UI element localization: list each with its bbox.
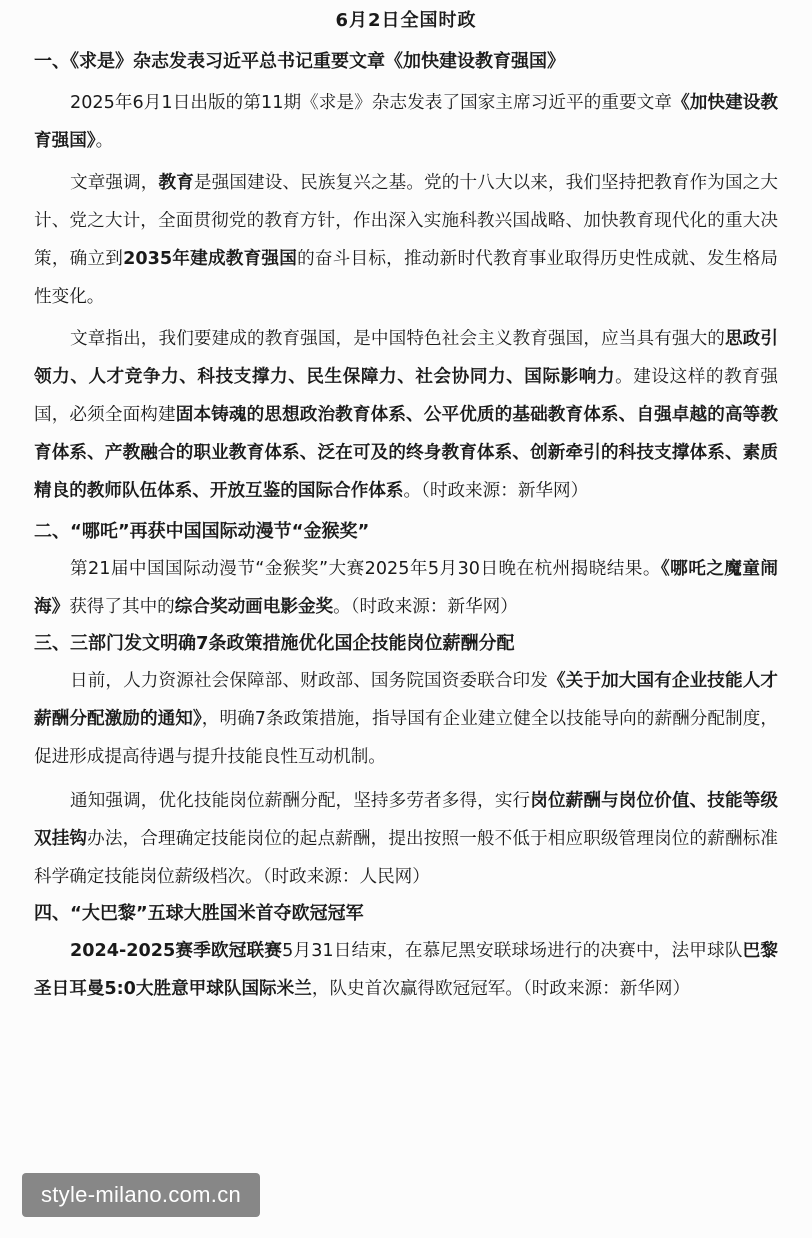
paragraph [34,84,778,160]
section-heading: 四、“大巴黎”五球大胜国米首夺欧冠冠军 [34,903,364,924]
emphasis-text: 教育 [158,173,194,193]
document-title: 6月2日全国时政 [335,10,477,31]
text-run: 办法，合理确定技能岗位的起点薪酬，提出按照一般不低于相应职级管理岗位的薪酬标准科学确定技能岗位薪级档次。（时政来源：人民网） [34,829,778,887]
emphasis-text: 《加快建设教育强国》 [34,93,778,151]
text-run: ，明确7条政策措施，指导国有企业建立健全以技能导向的薪酬分配制度，促进形成提高待遇与提升技能良性互动机制。 [34,709,779,767]
watermark-label: style-milano.com.cn [22,1173,260,1217]
paragraph [34,782,778,896]
document-body [34,44,778,1008]
text-run: 文章指出，我们要建成的教育强国，是中国特色社会主义教育强国，应当具有强大的 [70,329,725,349]
section-heading: 二、“哪吒”再获中国国际动漫节“金猴奖” [34,521,370,542]
text-run: 5月31日结束，在慕尼黑安联球场进行的决赛中，法甲球队 [282,941,743,961]
paragraph [34,164,778,316]
text-run: 第21届中国国际动漫节“金猴奖”大赛2025年5月30日晚在杭州揭晓结果。 [70,559,661,579]
text-run: ，队史首次赢得欧冠冠军。（时政来源：新华网） [311,979,691,999]
text-run: 通知强调，优化技能岗位薪酬分配，坚持多劳者多得，实行 [70,791,531,811]
text-run: 文章强调， [70,173,159,193]
paragraph [34,320,778,510]
section-heading: 一、《求是》杂志发表习近平总书记重要文章《加快建设教育强国》 [34,51,565,72]
section-nezha [34,514,778,626]
section-education [34,44,778,510]
emphasis-text: 岗位薪酬与岗位价值、技能等级双挂钩 [34,791,778,849]
text-run: 。 [95,131,114,151]
section-champions-league [34,896,778,1008]
emphasis-text: 《关于加大国有企业技能人才薪酬分配激励的通知》 [34,671,778,729]
text-run: 的奋斗目标，推动新时代教育事业取得历史性成就、发生格局性变化。 [34,249,778,307]
paragraph [34,550,778,626]
emphasis-text: 巴黎圣日耳曼5:0大胜意甲球队国际米兰 [34,941,778,999]
emphasis-text: 2035年建成教育强国 [123,249,298,269]
emphasis-text: 《哪吒之魔童闹海》 [34,559,778,617]
emphasis-text: 思政引领力、人才竞争力、科技支撑力、民生保障力、社会协同力、国际影响力 [34,329,778,387]
text-run: 。（时政来源：新华网） [333,597,518,617]
section-salary-policy [34,626,778,896]
text-run: 日前，人力资源社会保障部、财政部、国务院国资委联合印发 [70,671,548,691]
paragraph [34,932,778,1008]
text-run: 。建设这样的教育强国，必须全面构建 [34,367,778,425]
section-heading: 三、三部门发文明确7条政策措施优化国企技能岗位薪酬分配 [34,633,515,654]
paragraph [34,662,778,776]
emphasis-text: 固本铸魂的思想政治教育体系、公平优质的基础教育体系、自强卓越的高等教育体系、产教融合的职业教育体系、泛在可及的终身教育体系、创新牵引的科技支撑体系、素质精良的教师队伍体系、开放互鉴的国际合作体系 [34,405,778,501]
emphasis-text: 2024-2025赛季欧冠联赛 [70,941,283,961]
emphasis-text: 综合奖动画电影金奖 [174,597,334,617]
text-run: 。（时政来源：新华网） [403,481,589,501]
text-run: 是强国建设、民族复兴之基。党的十八大以来，我们坚持把教育作为国之大计、党之大计，全面贯彻党的教育方针，作出深入实施科教兴国战略、加快教育现代化的重大决策，确立到 [34,173,778,269]
text-run: 2025年6月1日出版的第11期《求是》杂志发表了国家主席习近平的重要文章 [70,93,673,113]
text-run: 获得了其中的 [69,597,175,617]
